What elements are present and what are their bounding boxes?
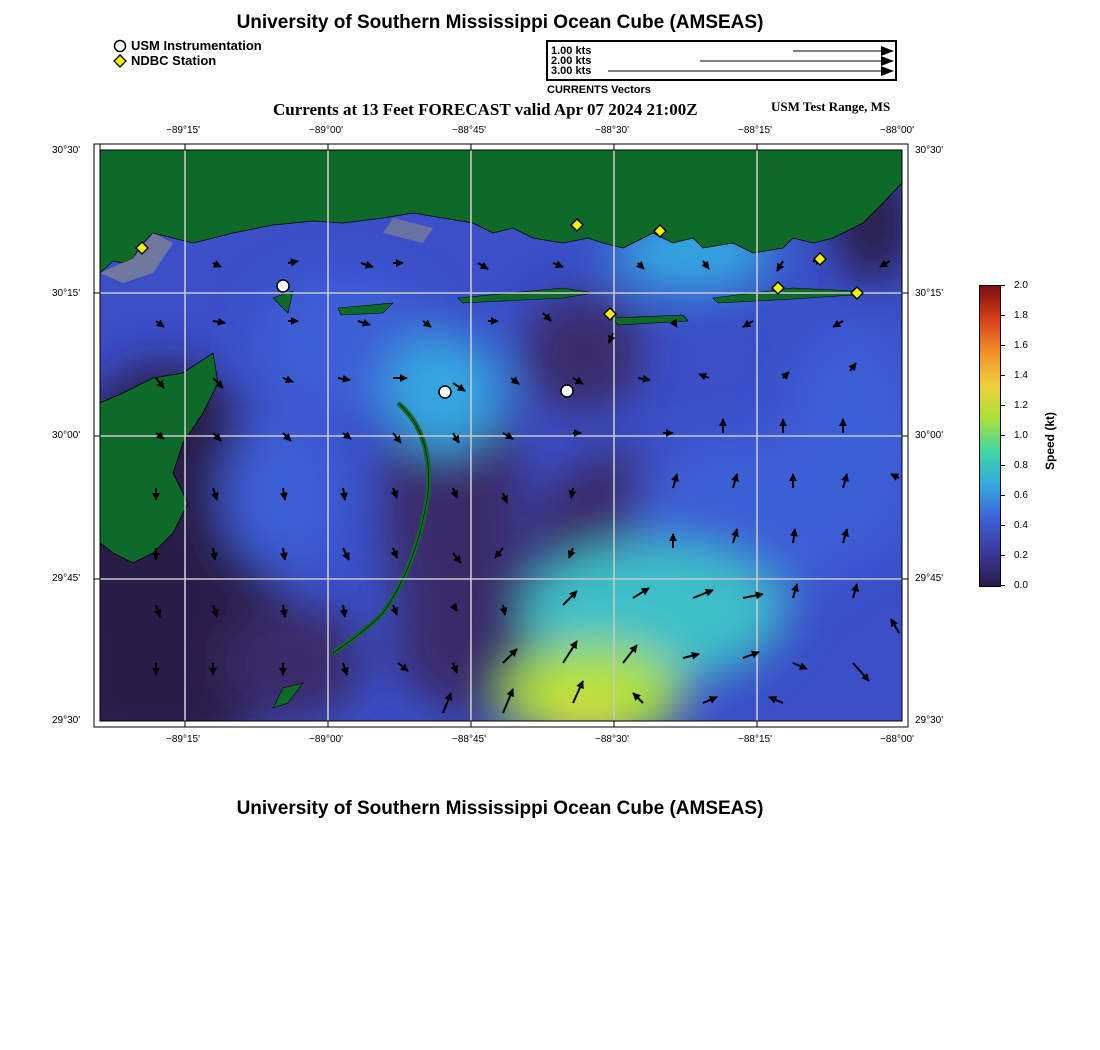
lon-tick-bottom: −88°45' (452, 734, 486, 745)
vector-scale-legend (546, 40, 897, 81)
colorbar-tick-label: 1.2 (1014, 400, 1028, 411)
usm-marker-icon (113, 39, 127, 53)
lon-tick-top: −88°00' (880, 125, 914, 136)
colorbar-tick-label: 1.8 (1014, 310, 1028, 321)
colorbar-tick-label: 0.4 (1014, 520, 1028, 531)
lon-tick-bottom: −89°00' (309, 734, 343, 745)
lon-tick-bottom: −88°00' (880, 734, 914, 745)
lat-tick-left: 29°45' (52, 573, 81, 584)
usm-instrument-marker[interactable] (277, 280, 289, 292)
colorbar-tick-label: 2.0 (1014, 280, 1028, 291)
usm-instrument-marker[interactable] (561, 385, 573, 397)
colorbar-ticks (1000, 285, 1008, 587)
colorbar-tick-label: 0.0 (1014, 580, 1028, 591)
speed-colorbar (979, 285, 1001, 587)
lon-tick-bottom: −88°15' (738, 734, 772, 745)
legend-ndbc-label: NDBC Station (131, 53, 217, 68)
vector-scale-3: 3.00 kts (551, 65, 592, 77)
region-label: USM Test Range, MS (771, 99, 891, 114)
map-panel (93, 143, 909, 728)
colorbar-tick-label: 0.8 (1014, 460, 1028, 471)
lat-tick-left: 30°15' (52, 288, 81, 299)
colorbar-tick-label: 1.6 (1014, 340, 1028, 351)
colorbar-tick-label: 0.2 (1014, 550, 1028, 561)
vector-scale-arrows (548, 42, 895, 79)
lon-tick-top: −89°00' (309, 125, 343, 136)
ndbc-marker-icon (113, 54, 127, 68)
colorbar-tick-label: 1.0 (1014, 430, 1028, 441)
lon-tick-top: −88°30' (595, 125, 629, 136)
legend-usm (113, 38, 262, 53)
vector-scale-1: 1.00 kts (551, 45, 592, 57)
lat-tick-right: 30°00' (915, 430, 944, 441)
forecast-subtitle: Currents at 13 Feet FORECAST valid Apr 07 2024 21:00Z (273, 100, 698, 119)
lat-tick-right: 29°45' (915, 573, 944, 584)
lat-tick-right: 29°30' (915, 715, 944, 726)
lon-tick-top: −89°15' (166, 125, 200, 136)
lat-tick-right: 30°30' (915, 145, 944, 156)
lat-tick-right: 30°15' (915, 288, 944, 299)
colorbar-title: Speed (kt) (1043, 411, 1057, 470)
lat-tick-left: 30°00' (52, 430, 81, 441)
footer-title: University of Southern Mississippi Ocean Cube (AMSEAS) (236, 798, 764, 819)
lon-tick-bottom: −89°15' (166, 734, 200, 745)
colorbar-tick-label: 1.4 (1014, 370, 1028, 381)
vector-scale-2: 2.00 kts (551, 55, 592, 67)
legend-usm-label: USM Instrumentation (131, 38, 262, 53)
lon-tick-top: −88°15' (738, 125, 772, 136)
lon-tick-bottom: −88°30' (595, 734, 629, 745)
map-title: University of Southern Mississippi Ocean Cube (AMSEAS) (236, 12, 764, 33)
vector-legend-caption: CURRENTS Vectors (547, 84, 651, 96)
colorbar-tick-label: 0.6 (1014, 490, 1028, 501)
colorbar-gradient (980, 286, 1000, 586)
lon-tick-top: −88°45' (452, 125, 486, 136)
lat-tick-left: 29°30' (52, 715, 81, 726)
legend-ndbc (113, 53, 216, 68)
usm-instrument-marker[interactable] (439, 386, 451, 398)
lat-tick-left: 30°30' (52, 145, 81, 156)
